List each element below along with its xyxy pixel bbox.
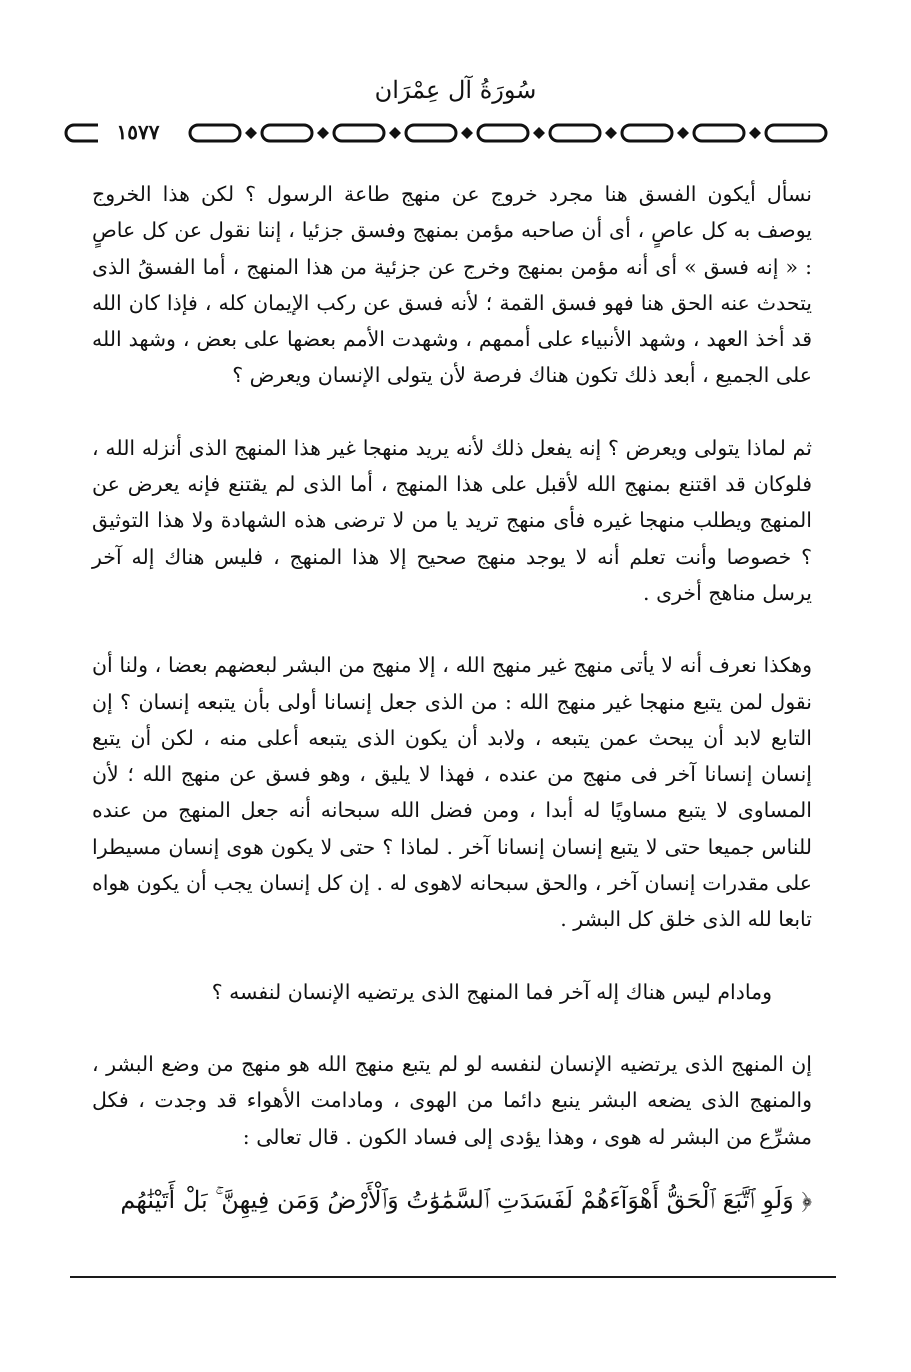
paragraph-5: إن المنهج الذى يرتضيه الإنسان لنفسه لو لم يتبع منهج الله هو منهج من وضع البشر ، والمنهج الذى يضعه البشر ينبع دائما من الهوى ، ومادامت الأهواء قد وجدت ، فكل مشرِّع من البشر له هوى ، وهذا يؤدى إلى فساد الكون . قال تعالى :: [92, 1051, 812, 1149]
main-text: [92, 176, 812, 1191]
header-ornament-border: [62, 118, 834, 148]
page-number: ١٥٧٧: [98, 119, 178, 145]
paragraph-4: ومادام ليس هناك إله آخر فما المنهج الذى يرتضيه الإنسان لنفسه ؟: [211, 979, 772, 1004]
paragraph-3: وهكذا نعرف أنه لا يأتى منهج غير منهج الله ، إلا منهج من البشر لبعضهم بعضا ، ولنا أن نقول لمن يتبع منهجا غير منهج الله : من الذى جعل إنسانا أولى بأن يتبعه إنسان ؟ إن التابع لابد أن يبحث عمن يتبعه ، ولابد أن يكون الذى يتبعه أعلى منه ، لكن أن يتبع إنسان إنسانا آخر فى منهج من عنده ، فهذا لا يليق ، وهو فسق عن منهج الله ؛ لأن المساوى لا يتبع مساويًا له أبدا ، ومن فضل الله سبحانه أنه جعل المنهج من عنده للناس جميعا حتى لا يتبع إنسان إنسانا آخر . لماذا ؟ حتى لا يكون هوى إنسان مسيطرا على مقدرات إنسان آخر ، والحق سبحانه لاهوى له . إن كل إنسان يجب أن يكون هواه تابعا لله الذى خلق كل البشر .: [92, 653, 812, 932]
quran-verse: ﴿ وَلَوِ ٱتَّبَعَ ٱلْحَقُّ أَهْوَآءَهُمْ لَفَسَدَتِ ٱلسَّمَٰوَٰتُ وَٱلْأَرْضُ وَمَن فِيهِنَّ ۚ بَلْ أَتَيْنَٰهُم: [120, 1186, 812, 1214]
surah-title: سُورَةُ آل عِمْرَان: [374, 76, 537, 104]
paragraph-2: ثم لماذا يتولى ويعرض ؟ إنه يفعل ذلك لأنه يريد منهجا غير هذا المنهج الذى أنزله الله ، فلوكان قد اقتنع بمنهج الله لأقبل على هذا المنهج ، أما الذى لم يقتنع فإنه يعرض عن المنهج ويطلب منهجا غيره فأى منهج تريد يا من لا ترضى هذه الشهادة ولا هذا التوثيق ؟ خصوصا وأنت تعلم أنه لا يوجد منهج صحيح إلا هذا المنهج ، فليس هناك إله آخر يرسل مناهج أخرى .: [92, 435, 812, 605]
footer-divider: [70, 1276, 836, 1278]
paragraph-1: نسأل أيكون الفسق هنا مجرد خروج عن منهج طاعة الرسول ؟ لكن هذا الخروج يوصف به كل عاصٍ ، أى أن صاحبه مؤمن بمنهج وفسق جزئيا ، إننا نقول عن كل عاصٍ : « إنه فسق » أى أنه مؤمن بمنهج وخرج عن جزئية من هذا المنهج ، أما الفسقُ الذى يتحدث عنه الحق هنا فهو فسق القمة ؛ لأنه فسق عن ركب الإيمان كله ، فإذا كان الله قد أخذ العهد ، وشهد الأنبياء على أممهم ، وشهدت الأمم بعضها على بعض ، وشهد الله على الجميع ، أبعد ذلك تكون هناك فرصة لأن يتولى الإنسان ويعرض ؟: [92, 182, 812, 388]
